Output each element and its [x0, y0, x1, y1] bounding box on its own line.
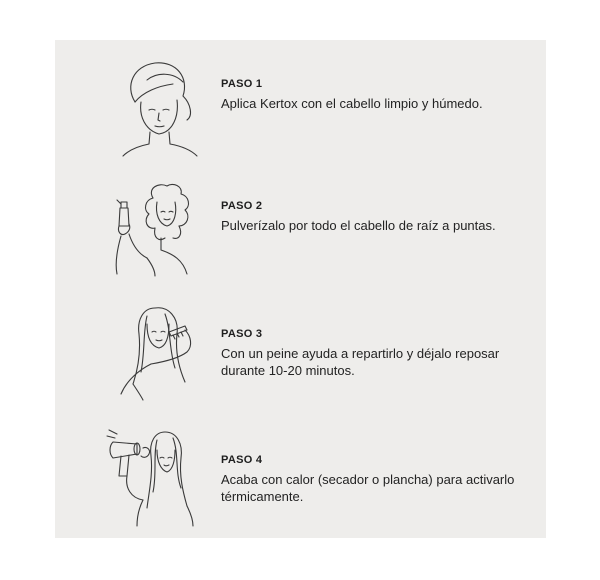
step-2: [55, 180, 546, 280]
woman-blow-drying-hair-icon: [103, 428, 213, 528]
step-1: [55, 58, 546, 158]
step-4-title: PASO 4: [221, 454, 263, 466]
step-2-text: Pulverízalo por todo el cabello de raíz a puntas.: [221, 218, 496, 233]
step-3-title: PASO 3: [221, 328, 263, 340]
step-4: [55, 428, 546, 528]
woman-combing-hair-icon: [103, 302, 213, 402]
step-1-text: Aplica Kertox con el cabello limpio y húmedo.: [221, 96, 483, 111]
woman-spraying-hair-icon: [103, 180, 213, 280]
step-1-title: PASO 1: [221, 78, 263, 90]
step-3-text: Con un peine ayuda a repartirlo y déjalo reposar durante 10-20 minutos.: [221, 346, 500, 378]
step-4-text: Acaba con calor (secador o plancha) para activarlo térmicamente.: [221, 472, 515, 504]
woman-with-towel-icon: [103, 58, 213, 158]
step-3: [55, 302, 546, 402]
step-2-title: PASO 2: [221, 200, 263, 212]
instructions-panel: [55, 40, 546, 538]
